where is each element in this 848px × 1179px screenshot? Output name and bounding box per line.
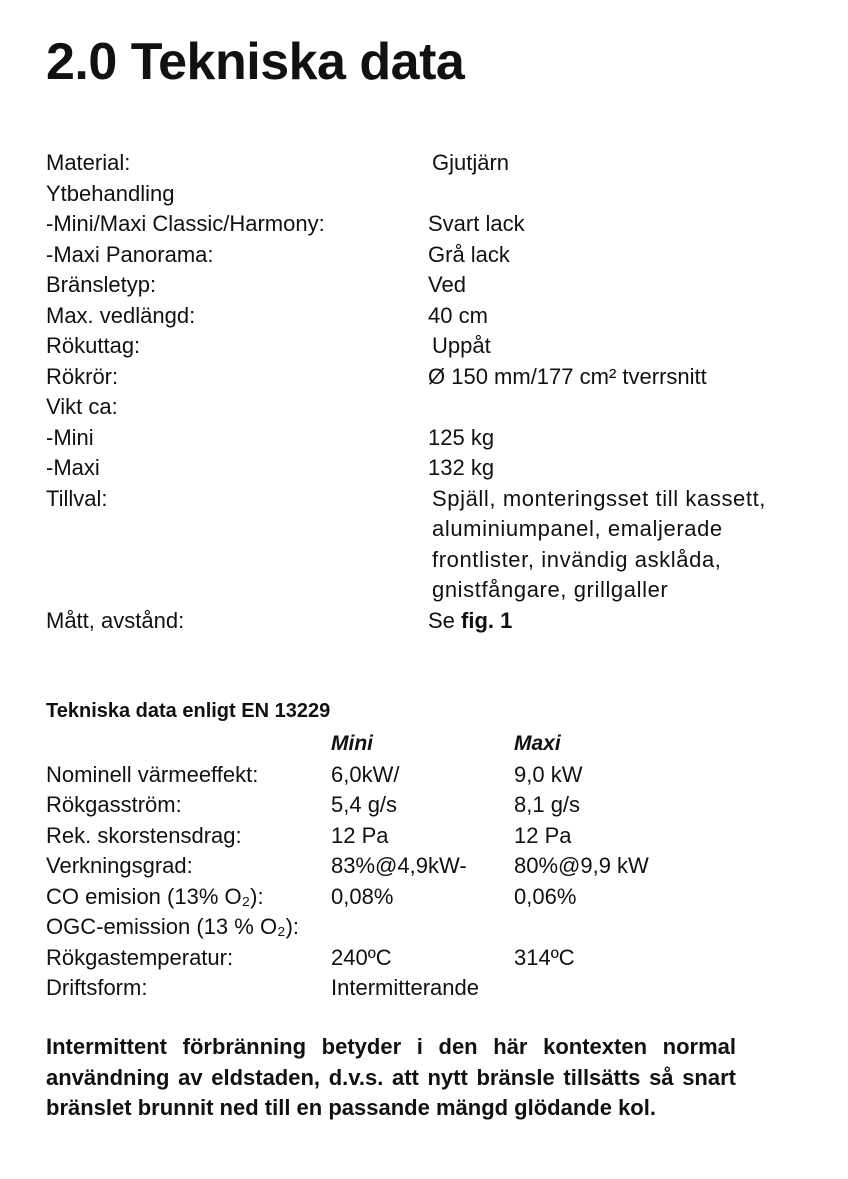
row-label: Rökgastemperatur: [46,944,234,970]
mini-value: Intermitterande [331,975,479,1000]
spec-value: 40 cm [428,302,488,328]
header-spacer [46,729,331,760]
spec-label: -Maxi Panorama: [46,241,214,267]
tillval-line: gnistfångare, grillgaller [432,577,669,602]
mini-value: 5,4 g/s [331,792,398,817]
row-label: OGC-emission (13 % O₂): [46,914,300,939]
maxi-value [514,912,806,943]
mini-value: 0,08% [331,883,394,909]
spec-row-tillval [46,484,806,606]
mini-value [331,912,514,943]
maxi-value: 0,06% [514,883,577,909]
spec-label: -Mini/Maxi Classic/Harmony: [46,211,325,236]
tillval-line: aluminiumpanel, emaljerade [432,516,723,541]
maxi-value [514,973,806,1004]
mini-value: 12 Pa [331,822,389,848]
tillval-line: frontlister, invändig asklåda, [432,546,722,572]
spec-list [46,148,806,636]
tillval-value [380,484,806,606]
spec-value [380,179,806,210]
spec-value: Ved [428,272,466,297]
spec-value: Svart lack [428,211,525,236]
spec-row-maxi-panorama [46,240,806,271]
table-row [46,851,806,882]
tillval-line: Spjäll, monteringsset till kassett, [432,485,767,511]
spec-value: Grå lack [428,241,510,267]
spec-value: 132 kg [428,455,495,480]
spec-row-max-vedlangd [46,301,806,332]
spec-row-vikt-mini [46,423,806,454]
spec-label: Rökrör: [46,363,119,389]
spec-label: Rökuttag: [46,333,141,358]
maxi-value: 12 Pa [514,822,572,848]
spec-row-vikt [46,392,806,423]
spec-row-material [46,148,806,179]
page-title: 2.0 Tekniska data [46,33,465,91]
spec-row-matt [46,606,806,637]
table-row [46,760,806,791]
spec-label: -Mini [46,424,94,450]
table-row [46,973,806,1004]
maxi-value: 314ºC [514,944,575,970]
row-label: Driftsform: [46,975,148,1000]
row-label: Rökgasström: [46,792,182,817]
spec-value: Ø 150 mm/177 cm² tverrsnitt [428,363,707,389]
row-label: CO emision (13% O₂): [46,883,264,909]
mini-value: 83%@4,9kW- [331,853,467,878]
spec-row-bransletyp [46,270,806,301]
table-header-row [46,729,806,760]
spec-row-rokuttag [46,331,806,362]
spec-value: 125 kg [428,424,495,450]
spec-value [380,392,806,423]
spec-label: Ytbehandling [46,180,175,206]
spec-row-vikt-maxi [46,453,806,484]
row-label: Verkningsgrad: [46,853,193,878]
spec-label: Bränsletyp: [46,272,157,297]
maxi-value: 9,0 kW [514,761,583,787]
table-row [46,790,806,821]
mini-value: 240ºC [331,944,392,970]
spec-row-ytbehandling [46,179,806,210]
table-row [46,943,806,974]
technical-data-table [46,729,806,1004]
spec-label: Max. vedlängd: [46,302,196,328]
spec-value: Gjutjärn [432,150,510,175]
table-row [46,882,806,913]
table-row [46,912,806,943]
spec-label: Mått, avstånd: [46,607,185,633]
spec-label: Material: [46,150,131,175]
spec-row-mini-maxi-classic [46,209,806,240]
spec-label: Tillval: [46,485,108,511]
maxi-value: 8,1 g/s [514,792,581,817]
technical-data-heading: Tekniska data enligt EN 13229 [46,700,331,722]
fig-prefix: Se [428,607,455,633]
spec-value [380,606,806,637]
column-header-maxi: Maxi [514,732,561,755]
row-label: Nominell värmeeffekt: [46,761,259,787]
row-label: Rek. skorstensdrag: [46,822,242,848]
spec-label: -Maxi [46,455,100,480]
spec-row-rokror [46,362,806,393]
maxi-value: 80%@9,9 kW [514,853,649,878]
table-row [46,821,806,852]
mini-value: 6,0kW/ [331,761,400,787]
intermittent-combustion-note: Intermittent förbränning betyder i den här kontexten normal användning av eldstaden, d.v.s. att nytt bränsle tillsätts så snart bränslet brunnit ned till en passande mängd glödande kol. [46,1034,736,1120]
spec-label: Vikt ca: [46,394,118,419]
spec-value: Uppåt [432,333,491,358]
column-header-mini: Mini [331,732,373,755]
fig-reference: fig. 1 [461,607,513,633]
